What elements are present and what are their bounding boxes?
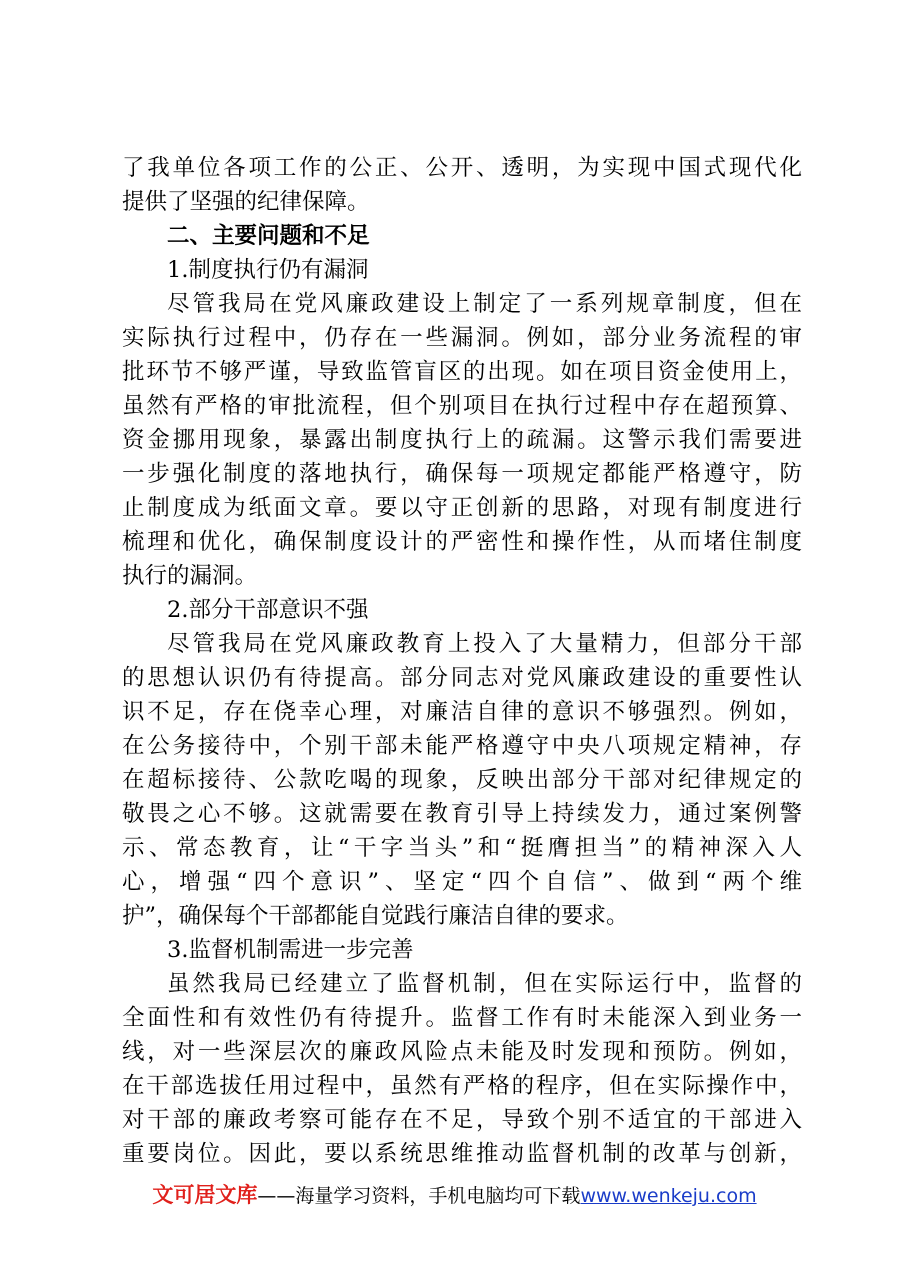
text-line: 虽然我局已经建立了监督机制，但在实际运行中，监督的 bbox=[167, 971, 802, 997]
text-line: 了我单位各项工作的公正、公开、透明，为实现中国式现代化 bbox=[122, 155, 802, 181]
text-line: 尽管我局在党风廉政教育上投入了大量精力，但部分干部 bbox=[167, 631, 802, 657]
subsection-heading: 2.部分干部意识不强 bbox=[167, 597, 369, 623]
text-line: 在公务接待中，个别干部未能严格遵守中央八项规定精神，存 bbox=[122, 733, 802, 759]
subsection-heading: 1.制度执行仍有漏洞 bbox=[167, 257, 369, 283]
text-line: 线，对一些深层次的廉政风险点未能及时发现和预防。例如， bbox=[122, 1039, 802, 1065]
page-footer bbox=[0, 1180, 909, 1211]
text-line: 重要岗位。因此，要以系统思维推动监督机制的改革与创新， bbox=[122, 1141, 802, 1167]
text-line: 实际执行过程中，仍存在一些漏洞。例如，部分业务流程的审 bbox=[122, 325, 802, 351]
text-line: 识不足，存在侥幸心理，对廉洁自律的意识不够强烈。例如， bbox=[122, 699, 802, 725]
text-line: 梳理和优化，确保制度设计的严密性和操作性，从而堵住制度 bbox=[122, 529, 802, 555]
text-line: 敬畏之心不够。这就需要在教育引导上持续发力，通过案例警 bbox=[122, 801, 802, 827]
text-line: 全面性和有效性仍有待提升。监督工作有时未能深入到业务一 bbox=[122, 1005, 802, 1031]
footer-site-link[interactable]: www.wenkeju.com bbox=[580, 1185, 757, 1207]
footer-slogan: ——海量学习资料，手机电脑均可下载 bbox=[257, 1185, 581, 1207]
document-body bbox=[122, 151, 802, 1171]
text-line: 的思想认识仍有待提高。部分同志对党风廉政建设的重要性认 bbox=[122, 665, 802, 691]
subsection-heading: 3.监督机制需进一步完善 bbox=[167, 937, 414, 963]
text-line: 在超标接待、公款吃喝的现象，反映出部分干部对纪律规定的 bbox=[122, 767, 802, 793]
text-line: 资金挪用现象，暴露出制度执行上的疏漏。这警示我们需要进 bbox=[122, 427, 802, 453]
text-line: 心，增强“四个意识”、坚定“四个自信”、做到“两个维 bbox=[122, 869, 802, 895]
text-line: 尽管我局在党风廉政建设上制定了一系列规章制度，但在 bbox=[167, 291, 802, 317]
text-line: 在干部选拔任用过程中，虽然有严格的程序，但在实际操作中， bbox=[122, 1073, 802, 1099]
text-line: 虽然有严格的审批流程，但个别项目在执行过程中存在超预算、 bbox=[122, 393, 802, 419]
text-line: 护”，确保每个干部都能自觉践行廉洁自律的要求。 bbox=[122, 903, 629, 929]
text-line: 示、常态教育，让“干字当头”和“挺膺担当”的精神深入人 bbox=[122, 835, 802, 861]
text-line: 批环节不够严谨，导致监管盲区的出现。如在项目资金使用上， bbox=[122, 359, 802, 385]
text-line: 止制度成为纸面文章。要以守正创新的思路，对现有制度进行 bbox=[122, 495, 802, 521]
text-line: 执行的漏洞。 bbox=[122, 563, 258, 589]
text-line: 提供了坚强的纪律保障。 bbox=[122, 189, 370, 215]
section-heading: 二、主要问题和不足 bbox=[167, 223, 370, 249]
text-line: 一步强化制度的落地执行，确保每一项规定都能严格遵守，防 bbox=[122, 461, 802, 487]
text-line: 对干部的廉政考察可能存在不足，导致个别不适宜的干部进入 bbox=[122, 1107, 802, 1133]
footer-brand: 文可居文库 bbox=[152, 1183, 258, 1207]
